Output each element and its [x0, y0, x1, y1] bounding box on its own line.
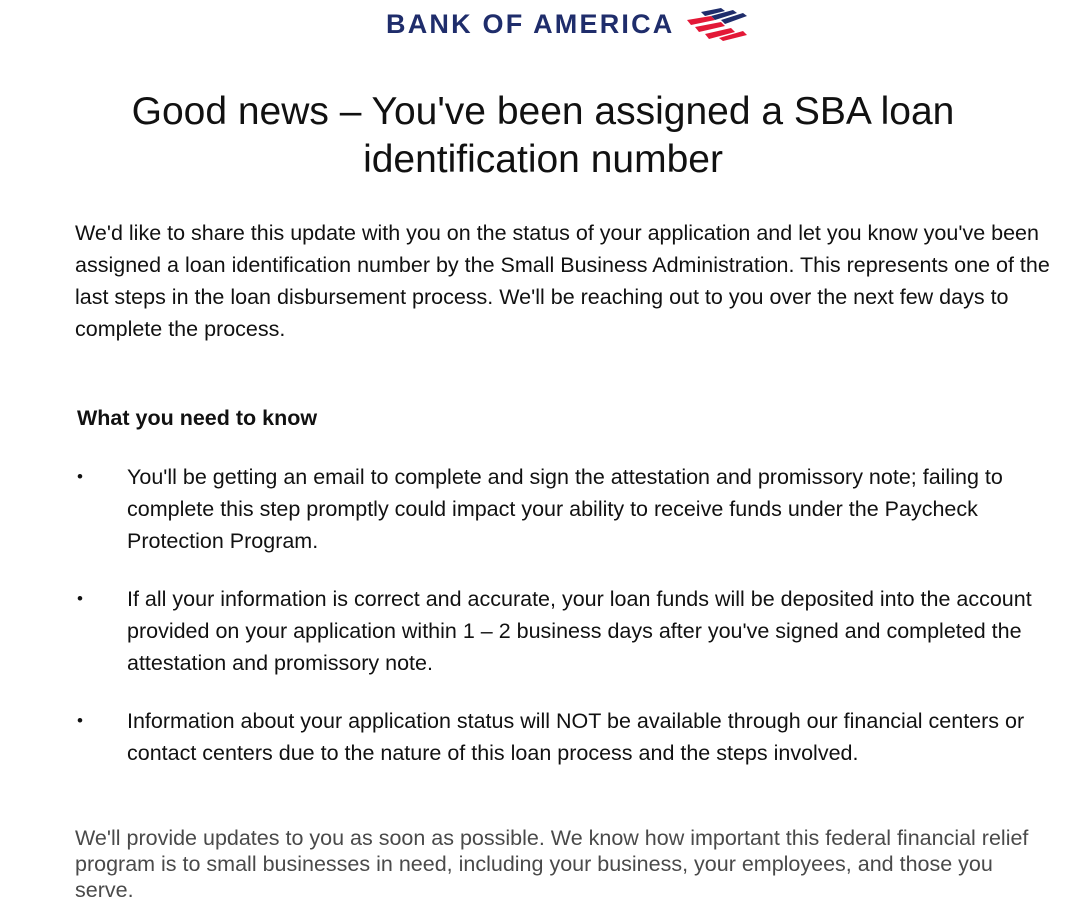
logo-wordmark: BANK OF AMERICA: [386, 9, 675, 39]
headline: Good news – You've been assigned a SBA loan identification number: [131, 90, 955, 181]
list-item: [75, 461, 1070, 557]
list-item: [75, 705, 1070, 769]
list-item-text: You'll be getting an email to complete and sign the attestation and promissory note; failing to complete this step promptly could impact your ability to receive funds under the Paycheck Protection Program.: [127, 465, 1003, 553]
bank-logo[interactable]: [386, 4, 751, 44]
flag-logo-icon: [681, 6, 751, 42]
bullet-icon: •: [77, 589, 83, 608]
section-heading: What you need to know: [77, 406, 318, 430]
list-item-text: Information about your application status will NOT be available through our financial centers or contact centers due to the nature of this loan process and the steps involved.: [127, 709, 1025, 765]
list-item-text: If all your information is correct and accurate, your loan funds will be deposited into the account provided on your application within 1 – 2 business days after you've signed and completed the attestation and promissory note.: [127, 587, 1032, 675]
info-bullet-list: [75, 461, 1070, 769]
closing-paragraph: We'll provide updates to you as soon as possible. We know how important this federal financial relief program is to small businesses in need, including your business, your employees, and those you serve.: [75, 826, 1029, 902]
list-item: [75, 583, 1070, 679]
email-header: [0, 0, 1086, 50]
bullet-icon: •: [77, 711, 83, 730]
intro-paragraph: We'd like to share this update with you on the status of your application and let you know you've been assigned a loan identification number by the Small Business Administration. This represents one of the last steps in the loan disbursement process. We'll be reaching out to you over the next few days to complete the process.: [75, 221, 1050, 341]
bullet-icon: •: [77, 467, 83, 486]
